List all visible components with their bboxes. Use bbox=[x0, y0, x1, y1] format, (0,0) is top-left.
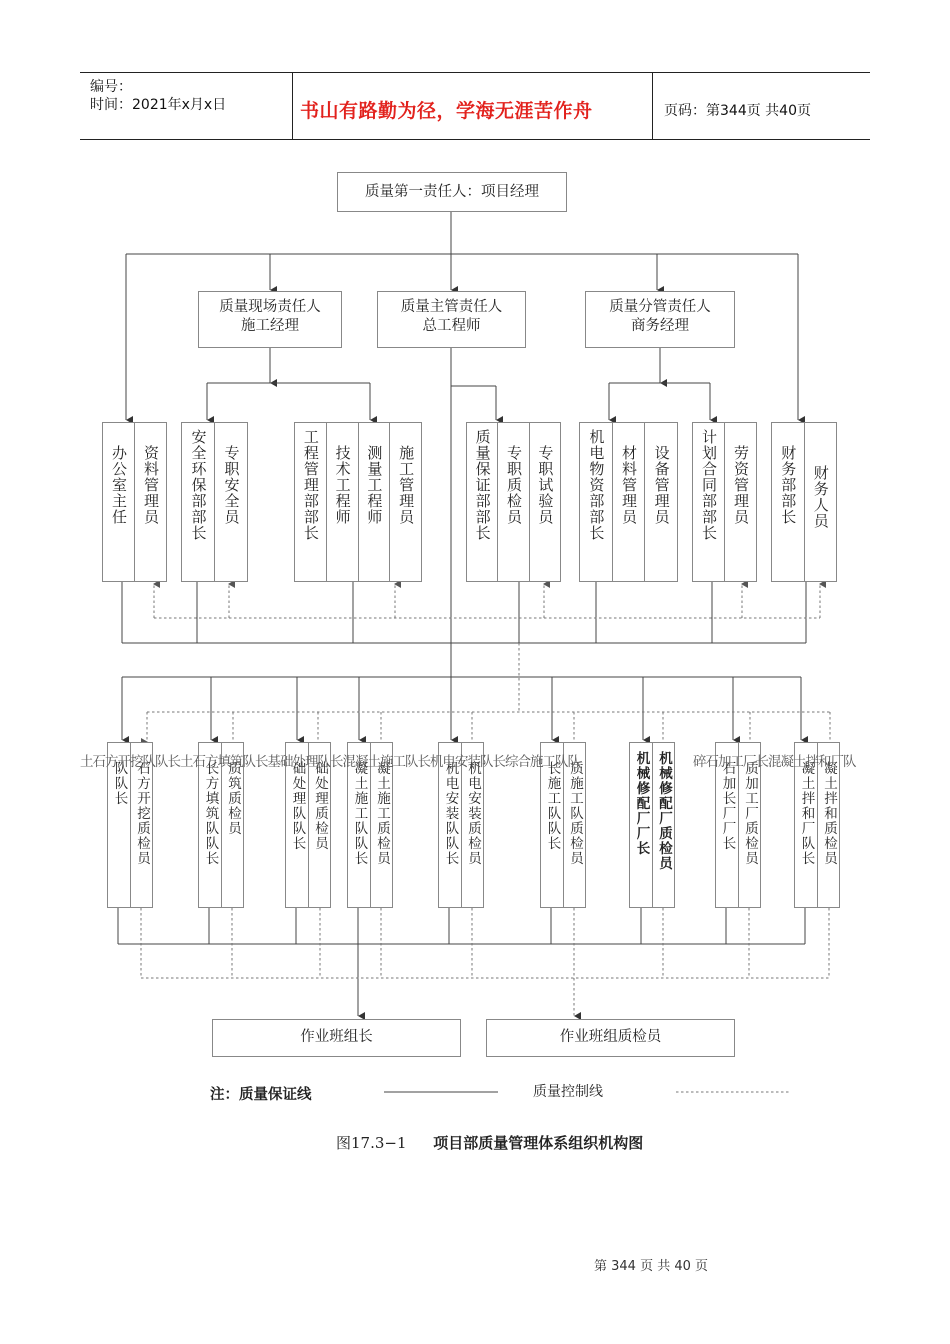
commerce-responsible-box bbox=[585, 291, 735, 348]
dept-quality-head: 质量保证部部长 bbox=[473, 429, 492, 541]
dept-materials bbox=[579, 422, 678, 582]
page-number-label: 页码：第344页 共40页 bbox=[664, 103, 811, 119]
commerce-responsible-title: 质量分管责任人 bbox=[609, 299, 711, 315]
dept-engineering-head: 工程管理部部长 bbox=[301, 429, 320, 541]
work-group-inspector-box bbox=[486, 1019, 735, 1057]
team-machine-repair bbox=[629, 742, 675, 908]
chief-responsible-title: 质量主管责任人 bbox=[400, 299, 503, 315]
dept-planning-head: 计划合同部部长 bbox=[700, 429, 718, 541]
dept-engineering-construction: 施工管理员 bbox=[397, 445, 416, 525]
document-time-label: 时间：2021年x月x日 bbox=[90, 97, 227, 113]
team-mechanical-electrical-leader: 机电安装队队长 bbox=[442, 761, 459, 866]
team-gravel-processing-leader: 石加长厂厂长 bbox=[719, 761, 736, 851]
dept-materials-material: 材料管理员 bbox=[620, 445, 638, 525]
dept-safety bbox=[181, 422, 248, 582]
dept-planning bbox=[692, 422, 757, 582]
legend-control-label: 质量控制线 bbox=[533, 1084, 603, 1100]
dept-safety-head: 安全环保部部长 bbox=[189, 429, 208, 541]
header-motto: 书山有路勤为径，学海无涯苦作舟 bbox=[300, 100, 593, 122]
figure-title: 项目部质量管理体系组织机构图 bbox=[433, 1134, 644, 1152]
commerce-responsible-role: 商务经理 bbox=[631, 318, 689, 334]
team-mechanical-electrical-inspector: 机电安装质检员 bbox=[465, 761, 481, 866]
team-foundation-leader: 础处理队队长 bbox=[289, 761, 306, 851]
team-earth-excavation-inspector: 石方开挖质检员 bbox=[134, 761, 150, 866]
dept-engineering-tech: 技术工程师 bbox=[333, 445, 352, 525]
dept-office bbox=[102, 422, 167, 582]
dept-quality-inspector: 专职质检员 bbox=[504, 445, 523, 525]
site-responsible-title: 质量现场责任人 bbox=[219, 299, 321, 315]
dept-quality bbox=[466, 422, 561, 582]
dept-engineering bbox=[294, 422, 422, 582]
team-machine-repair-leader: 机械修配厂厂长 bbox=[633, 751, 650, 856]
dept-engineering-survey: 测量工程师 bbox=[365, 445, 384, 525]
chief-responsible-role: 总工程师 bbox=[422, 318, 481, 334]
site-responsible-box bbox=[198, 291, 342, 348]
work-group-leader-label: 作业班组长 bbox=[300, 1029, 373, 1045]
team-general-construction-leader: 长施工队队长 bbox=[544, 761, 561, 851]
team-concrete-mixing-leader: 凝土拌和厂队长 bbox=[798, 761, 815, 866]
work-group-inspector-label: 作业班组质检员 bbox=[559, 1029, 662, 1045]
document-number-label: 编号： bbox=[90, 79, 132, 95]
work-group-leader-box bbox=[212, 1019, 461, 1057]
figure-number: 图17.3−1 bbox=[336, 1134, 407, 1152]
team-earth-excavation-leader: 队队长 bbox=[111, 761, 128, 806]
dept-office-head: 办公室主任 bbox=[110, 445, 128, 525]
team-concrete-inspector: 凝土施工质检员 bbox=[374, 761, 390, 866]
team-machine-repair-inspector: 机械修配厂质检员 bbox=[656, 751, 672, 871]
dept-quality-tester: 专职试验员 bbox=[536, 445, 555, 525]
team-earth-fill-inspector: 质筑质检员 bbox=[225, 761, 241, 836]
dept-materials-equipment: 设备管理员 bbox=[652, 445, 671, 525]
team-earth-fill-leader: 长方填筑队队长 bbox=[202, 761, 219, 866]
team-foundation-inspector: 础处理质检员 bbox=[312, 761, 328, 851]
page-footer: 第 344 页 共 40 页 bbox=[594, 1259, 709, 1274]
dept-materials-head: 机电物资部部长 bbox=[587, 429, 606, 541]
dept-office-staff: 资料管理员 bbox=[142, 445, 160, 525]
dept-finance bbox=[771, 422, 837, 582]
top-responsible-box bbox=[337, 172, 567, 212]
overflow-team-labels-left: 土石方开挖队队长土石方填筑队长基础处理队长混凝土施工队长机电安装队长综合施工队队 bbox=[80, 754, 580, 770]
top-responsible-label: 质量第一责任人：项目经理 bbox=[365, 184, 539, 200]
site-responsible-role: 施工经理 bbox=[241, 318, 299, 334]
team-general-construction-inspector: 质施工队质检员 bbox=[567, 761, 583, 866]
legend-guarantee-label: 注：质量保证线 bbox=[210, 1087, 312, 1103]
figure-caption bbox=[336, 1132, 643, 1153]
team-concrete-mixing-inspector: 凝土拌和质检员 bbox=[821, 761, 837, 866]
dept-planning-labor: 劳资管理员 bbox=[732, 445, 750, 525]
team-concrete-leader: 凝土施工队队长 bbox=[351, 761, 368, 866]
overflow-team-labels-right: 碎石加工厂长混凝土拌和厂队 bbox=[693, 754, 856, 770]
dept-safety-staff: 专职安全员 bbox=[222, 445, 241, 525]
team-gravel-processing-inspector: 质加工厂质检员 bbox=[742, 761, 758, 866]
chief-responsible-box bbox=[377, 291, 526, 348]
dept-finance-staff: 财务人员 bbox=[811, 465, 830, 529]
dept-finance-head: 财务部部长 bbox=[779, 445, 798, 525]
